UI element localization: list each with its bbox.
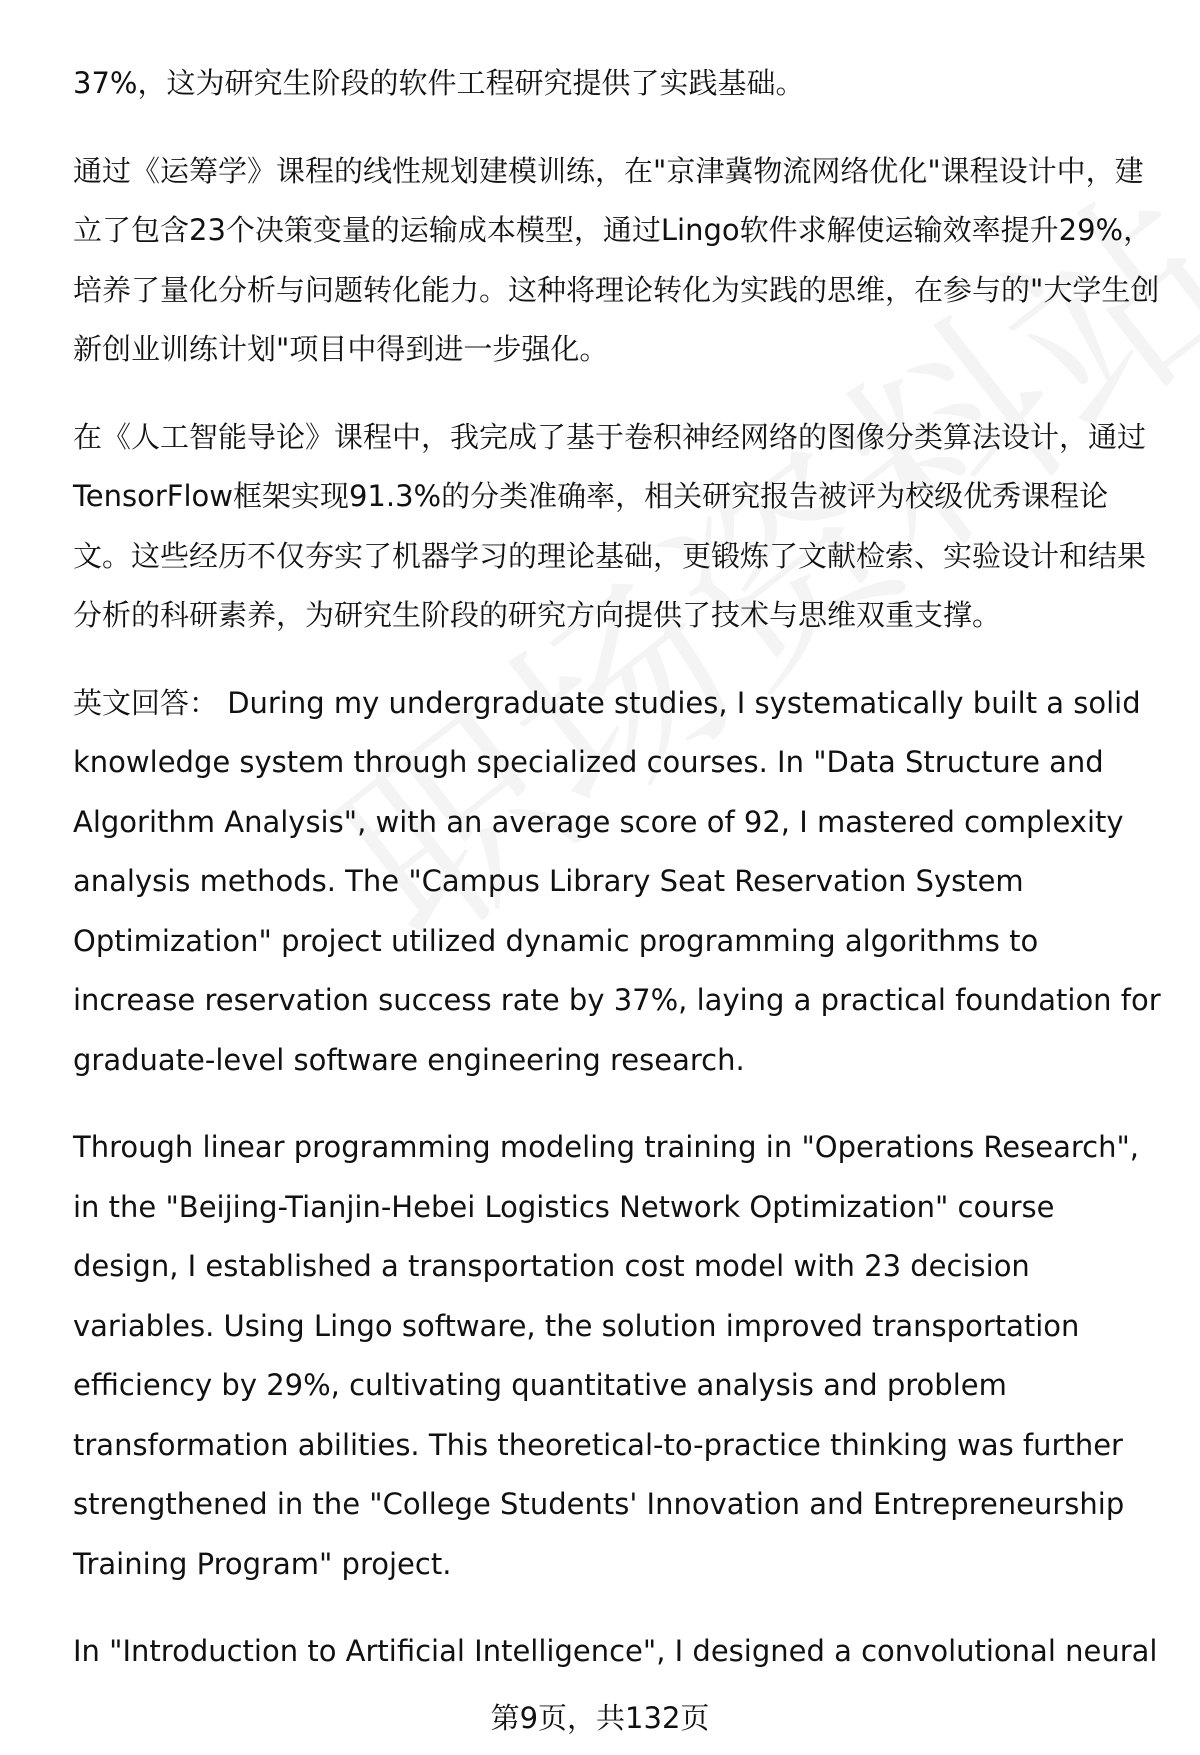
paragraph-en-1: 英文回答： During my undergraduate studies, I systematically built a solid knowledge system through specialized courses. In "Data Structure and Algorithm Analysis", with an average score of 92, I mastered complexity analysis methods. The "Campus Library Seat Reservation System Optimization" project utilized dynamic programming algorithms to increase reservation success rate by 37%, laying a practical foundation for graduate-level software engineering research.	[73, 685, 1161, 1077]
paragraph-en-2: Through linear programming modeling training in "Operations Research", in the "Beijing-Tianjin-Hebei Logistics Network Optimization" course design, I established a transportation cost model with 23 decision variables. Using Lingo software, the solution improved transportation efficiency by 29%, cultivating quantitative analysis and problem transformation abilities. This theoretical-to-practice thinking was further strengthened in the "College Students' Innovation and Entrepreneurship Training Program" project.	[73, 1130, 1140, 1581]
paragraph-cn-1: 37%，这为研究生阶段的软件工程研究提供了实践基础。	[73, 66, 805, 100]
page-body	[73, 54, 1163, 1682]
paragraph-cn-3: 在《人工智能导论》课程中，我完成了基于卷积神经网络的图像分类算法设计，通过TensorFlow框架实现91.3%的分类准确率，相关研究报告被评为校级优秀课程论文。这些经历不仅夯实了机器学习的理论基础，更锻炼了文献检索、实验设计和结果分析的科研素养，为研究生阶段的研究方向提供了技术与思维双重支撑。	[73, 419, 1147, 632]
page-footer: 第9页，共132页	[490, 1701, 710, 1735]
paragraph-en-3: In "Introduction to Artificial Intelligence", I designed a convolutional neural	[73, 1634, 1158, 1668]
paragraph-cn-2: 通过《运筹学》课程的线性规划建模训练，在"京津冀物流网络优化"课程设计中，建立了包含23个决策变量的运输成本模型，通过Lingo软件求解使运输效率提升29%，培养了量化分析与问题转化能力。这种将理论转化为实践的思维，在参与的"大学生创新创业训练计划"项目中得到进一步强化。	[73, 153, 1160, 366]
